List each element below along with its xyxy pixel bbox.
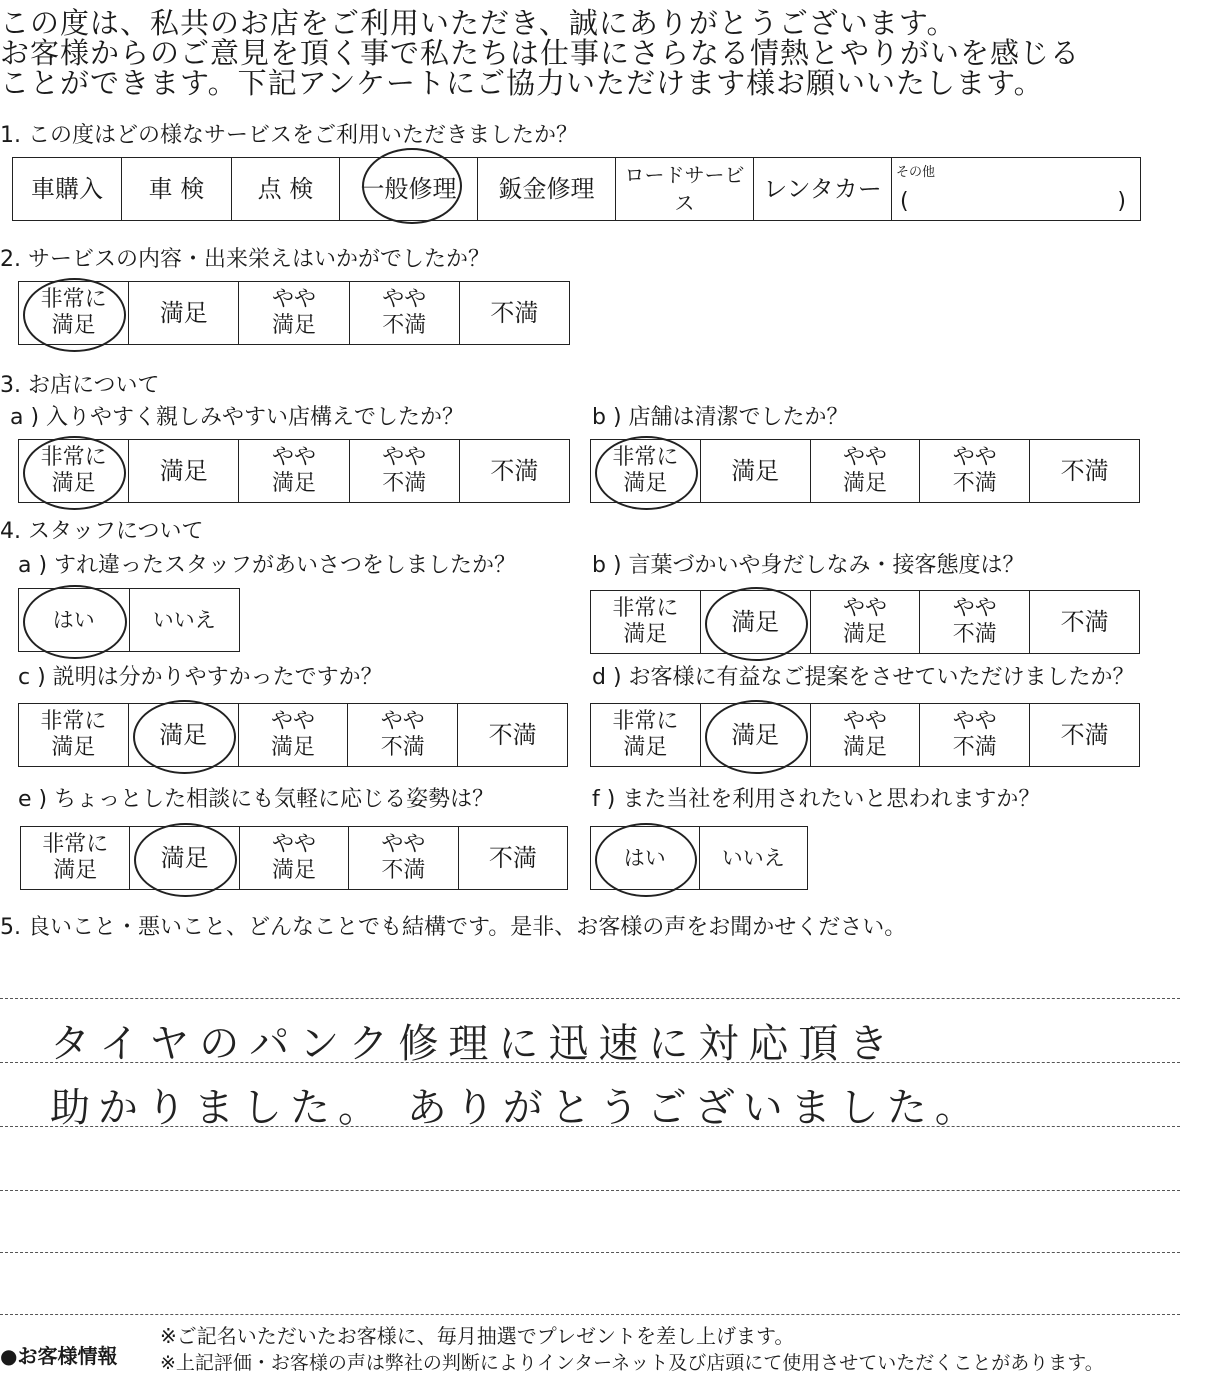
option-text: やや [842,445,887,470]
q4f-yesno [590,826,808,890]
option-label [271,709,315,761]
option-text: 満足 [842,735,887,760]
q4-label: 4. スタッフについて [0,519,204,544]
option-label [41,287,107,339]
option-label [489,721,537,749]
rating-option[interactable] [238,704,348,766]
option-text: 満足 [842,471,887,496]
intro-line: この度は、私共のお店をご利用いただき、誠にありがとうございます。 [0,6,957,40]
option-text: 非常に [612,596,679,621]
rating-option[interactable] [19,440,128,502]
option-text: はい [52,608,95,632]
option-label [160,457,208,485]
option-label [731,721,779,749]
q2-scale [18,281,570,345]
option-label: 点 検 [257,175,314,203]
rating-option[interactable] [919,440,1029,502]
rating-option[interactable] [919,704,1029,766]
rating-option[interactable] [238,282,348,344]
option-label [731,608,779,636]
customer-info-note: ※上記評価・お客様の声は弊社の判断によりインターネット及び店頭にて使用させていただくことがあります。 [160,1352,1104,1374]
q4b-label: b ) 言葉づかいや身だしなみ・接客態度は？ [592,553,1025,578]
yes-no-option[interactable] [591,827,699,889]
q3a-scale [18,439,570,503]
rating-option[interactable] [19,704,128,766]
yes-no-option[interactable] [699,827,808,889]
q1-options [12,157,1141,221]
option-text: 不満 [952,735,997,760]
option-text: やや [381,832,426,857]
q1-option[interactable] [477,158,615,220]
q5-label: 5. 良いこと・悪いこと、どんなことでも結構です。是非、お客様の声をお聞かせください。 [0,915,907,940]
option-text: 満足 [159,299,208,327]
answer-line [0,1252,1180,1253]
option-label [161,844,209,872]
option-text: 不満 [490,457,539,485]
option-text: 満足 [53,858,98,883]
option-text: やや [270,709,315,734]
option-text: はい [623,846,666,870]
q1-option[interactable] [13,158,121,220]
option-text: 不満 [1060,457,1109,485]
option-text: 非常に [42,832,109,857]
option-label [381,709,425,761]
option-label [612,596,678,648]
option-label [722,844,785,872]
rating-option[interactable] [591,440,700,502]
option-label [53,606,95,634]
q3b-label: b ) 店舗は清潔でしたか？ [592,405,849,430]
option-text: 満足 [51,735,96,760]
rating-option[interactable] [349,440,459,502]
option-text: 満足 [623,622,668,647]
q2-label: 2. サービスの内容・出来栄えはいかがでしたか？ [0,247,490,272]
option-text: 非常に [612,445,679,470]
option-label: 車 検 [148,175,205,203]
option-text: 不満 [488,721,537,749]
rating-option[interactable] [459,282,569,344]
q3b-scale [590,439,1140,503]
option-text: 満足 [160,844,209,872]
q4c-label: c ) 説明は分かりやすかったですか？ [18,665,383,690]
rating-option[interactable] [810,591,920,653]
option-text: やや [380,709,425,734]
option-label: 鈑金修理 [498,175,595,203]
option-label [490,457,538,485]
q1-option-selected[interactable] [339,158,477,220]
q1-option[interactable] [231,158,339,220]
q1-option-other[interactable] [891,158,1140,220]
option-text: 不満 [382,471,427,496]
option-label [953,709,997,761]
option-text: やや [952,709,997,734]
rating-option[interactable] [700,440,810,502]
option-label [159,721,207,749]
option-text: 満足 [272,471,317,496]
option-label [953,445,997,497]
rating-option[interactable] [239,827,348,889]
rating-option[interactable] [349,282,459,344]
option-label [612,709,678,761]
other-label: その他 [896,165,936,180]
rating-option[interactable] [591,591,700,653]
option-text: 満足 [272,858,317,883]
answer-line [0,1314,1180,1315]
rating-option[interactable] [129,827,238,889]
option-text: 不満 [381,858,426,883]
option-label [42,832,108,884]
rating-option[interactable] [700,591,810,653]
option-text: やや [272,287,317,312]
option-text: 不満 [490,299,539,327]
option-text: 満足 [159,721,208,749]
paren-open: ( [900,189,909,214]
option-label [843,596,887,648]
q4b-scale [590,590,1140,654]
option-text: 満足 [623,471,668,496]
option-label: ロードサービス [624,163,745,215]
rating-option[interactable] [1029,591,1139,653]
option-text: 不満 [488,844,537,872]
option-text: 満足 [842,622,887,647]
option-text: 不満 [952,622,997,647]
q4d-label: d ) お客様に有益なご提案をさせていただけましたか？ [592,665,1135,690]
yes-no-option[interactable] [129,589,240,651]
rating-option[interactable] [128,440,238,502]
intro-line: お客様からのご意見を頂く事で私たちは仕事にさらなる情熱とやりがいを感じる [0,36,1081,70]
option-text: やや [382,445,427,470]
option-label [490,299,538,327]
option-label [731,457,779,485]
option-label [272,445,316,497]
option-label: レンタカー [763,175,882,203]
option-text: 不満 [1060,608,1109,636]
option-text: 非常に [612,709,679,734]
option-label [382,445,426,497]
option-label [153,606,216,634]
option-text: 不満 [1060,721,1109,749]
option-text: やや [272,445,317,470]
q4c-scale [18,703,568,767]
option-text: やや [842,709,887,734]
intro-line: ことができます。下記アンケートにご協力いただけます様お願いいたします。 [0,66,1044,100]
q1-label: 1. この度はどの様なサービスをご利用いただきましたか？ [0,123,578,148]
rating-option[interactable] [459,440,569,502]
option-label [1061,721,1109,749]
q4e-scale [20,826,568,890]
option-text: 満足 [731,721,780,749]
option-label: 一般修理 [360,175,457,203]
rating-option[interactable] [21,827,129,889]
customer-info-label: ●お客様情報 [0,1344,118,1368]
option-text: やや [382,287,427,312]
intro-text [0,8,1205,98]
option-text: 不満 [952,471,997,496]
option-text: 不満 [380,735,425,760]
option-label [272,287,316,339]
option-label: 車購入 [31,175,103,203]
rating-option[interactable] [238,440,348,502]
rating-option[interactable] [810,704,920,766]
q1-option[interactable] [753,158,891,220]
rating-option[interactable] [810,440,920,502]
q4a-label: a ) すれ違ったスタッフがあいさつをしましたか？ [18,553,517,578]
option-label [1061,457,1109,485]
option-text: やや [842,596,887,621]
rating-option[interactable] [347,704,457,766]
yes-no-option[interactable] [19,589,129,651]
rating-option[interactable] [19,282,128,344]
option-text: 満足 [51,471,96,496]
option-label [624,844,666,872]
customer-info-note: ※ご記名いただいたお客様に、毎月抽選でプレゼントを差し上げます。 [160,1324,795,1348]
option-label [160,299,208,327]
rating-option[interactable] [457,704,567,766]
option-label [382,287,426,339]
option-text: 満足 [731,457,780,485]
option-text: 満足 [270,735,315,760]
answer-line [0,998,1180,999]
answer-line [0,1190,1180,1191]
rating-option[interactable] [700,704,810,766]
option-label [1061,608,1109,636]
other-field[interactable] [900,188,1126,216]
option-text: 不満 [382,313,427,338]
rating-option[interactable] [458,827,567,889]
option-label [953,596,997,648]
option-text: やや [952,596,997,621]
q1-option[interactable] [615,158,753,220]
option-label [612,445,678,497]
option-label [381,832,425,884]
option-text: 満足 [731,608,780,636]
option-text: 満足 [159,457,208,485]
paren-close: ) [1117,189,1126,214]
option-label [40,709,106,761]
option-text: やや [272,832,317,857]
option-text: やや [952,445,997,470]
rating-option[interactable] [128,282,238,344]
rating-option[interactable] [1029,440,1139,502]
option-text: いいえ [721,846,785,870]
q4e-label: e ) ちょっとした相談にも気軽に応じる姿勢は？ [18,787,495,812]
q1-option[interactable] [121,158,231,220]
handwritten-comment-line: 助かりました。 ありがとうございました。 [50,1085,983,1131]
option-text: 非常に [40,709,107,734]
handwritten-comment-line: タイヤのパンク修理に迅速に対応頂き [50,1021,899,1067]
option-text: 非常に [40,287,107,312]
option-text: 非常に [40,445,107,470]
q4d-scale [590,703,1140,767]
option-label [843,709,887,761]
rating-option[interactable] [348,827,457,889]
q3-label: 3. お店について [0,373,160,398]
option-label [272,832,316,884]
option-text: 満足 [272,313,317,338]
option-label [489,844,537,872]
rating-option[interactable] [919,591,1029,653]
q4f-label: f ) また当社を利用されたいと思われますか？ [592,787,1041,812]
rating-option[interactable] [128,704,238,766]
q4a-yesno [18,588,240,652]
option-text: いいえ [152,608,216,632]
option-label [843,445,887,497]
option-label [41,445,107,497]
option-text: 満足 [623,735,668,760]
option-text: 満足 [51,313,96,338]
rating-option[interactable] [1029,704,1139,766]
rating-option[interactable] [591,704,700,766]
q3a-label: a ) 入りやすく親しみやすい店構えでしたか？ [10,405,465,430]
